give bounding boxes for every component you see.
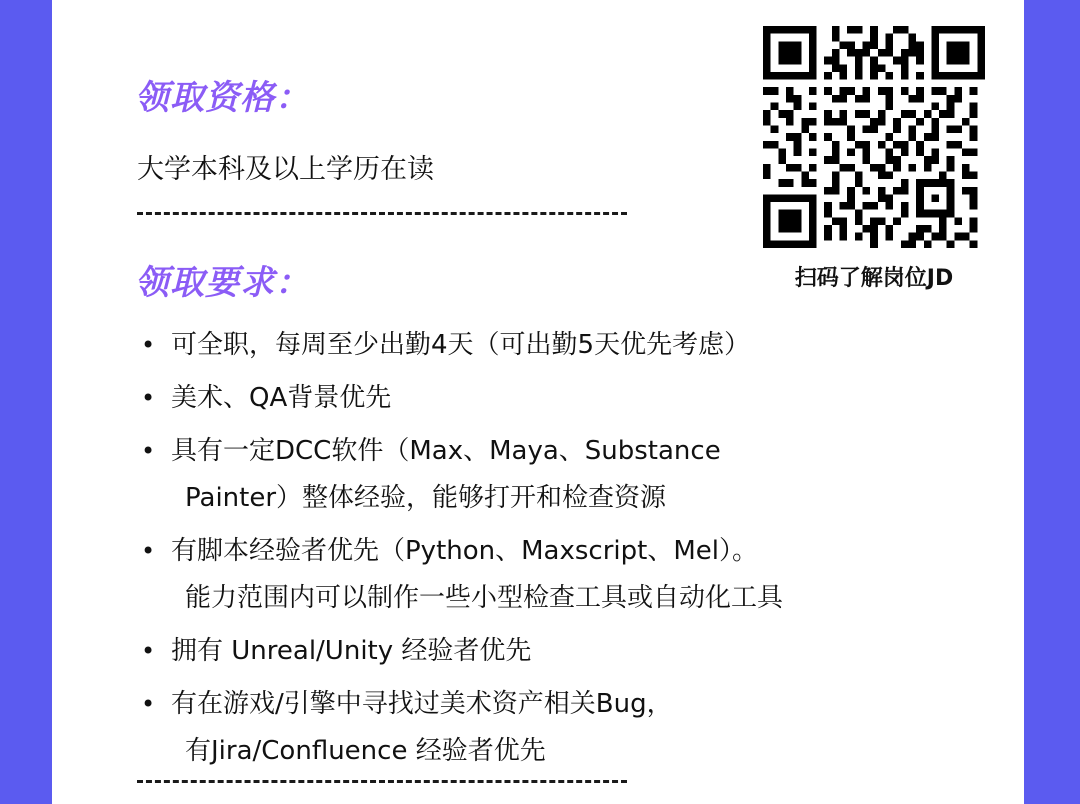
list-item-main: 拥有 Unreal/Unity 经验者优先 — [171, 636, 532, 666]
list-item-sub: 能力范围内可以制作一些小型检查工具或自动化工具 — [185, 583, 784, 613]
list-item — [135, 628, 1005, 675]
content-card — [52, 0, 1024, 804]
content-inner — [52, 0, 1024, 804]
requirement-heading: 领取要求： — [135, 263, 310, 303]
list-item-sub: Painter）整体经验，能够打开和检查资源 — [185, 483, 667, 513]
qr-block[interactable] — [760, 26, 988, 292]
list-item-main: 可全职，每周至少出勤4天（可出勤5天优先考虑） — [171, 330, 751, 360]
list-item — [135, 322, 1005, 369]
requirement-list — [135, 322, 1005, 781]
divider-top — [137, 212, 627, 215]
left-accent-bar — [0, 0, 52, 804]
list-item — [135, 375, 1005, 422]
qr-caption: 扫码了解岗位JD — [794, 266, 954, 291]
list-item-main: 具有一定DCC软件（Max、Maya、Substance — [171, 436, 721, 466]
list-item-main: 美术、QA背景优先 — [171, 383, 392, 413]
list-item — [135, 681, 1005, 775]
qualification-text: 大学本科及以上学历在读 — [137, 154, 434, 185]
list-item-sub: 有Jira/Confluence 经验者优先 — [185, 736, 546, 766]
right-accent-bar — [1024, 0, 1080, 804]
divider-bottom — [137, 780, 627, 783]
list-item-main: 有在游戏/引擎中寻找过美术资产相关Bug， — [171, 689, 673, 719]
list-item-main: 有脚本经验者优先（Python、Maxscript、Mel）。 — [171, 536, 758, 566]
list-item — [135, 428, 1005, 522]
qualification-heading: 领取资格： — [135, 78, 310, 118]
qr-code-icon[interactable] — [763, 26, 985, 248]
list-item — [135, 528, 1005, 622]
